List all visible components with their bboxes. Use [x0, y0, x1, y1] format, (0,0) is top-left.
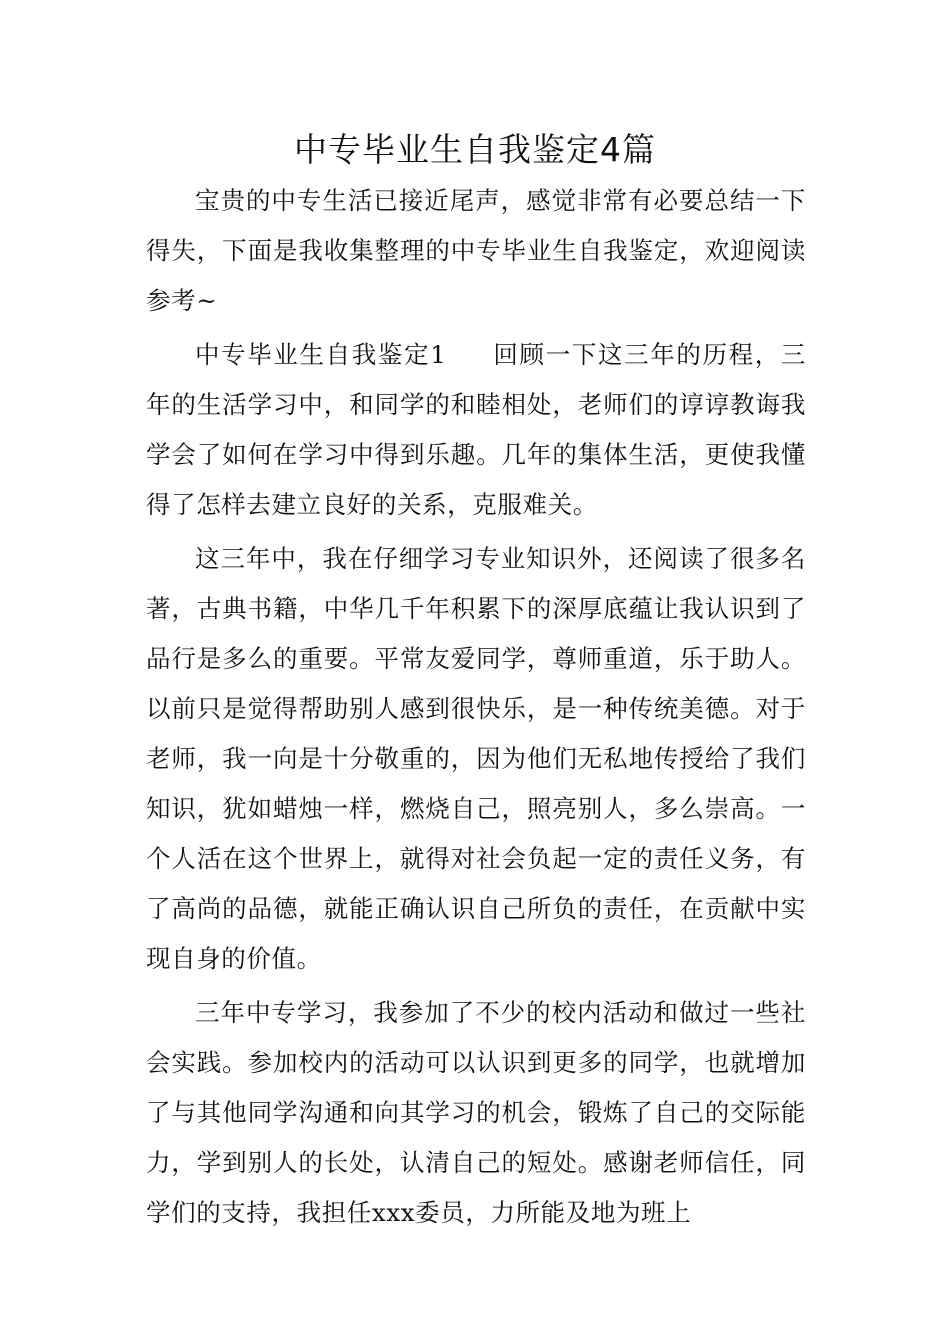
paragraph-text: 回顾一下这三年的历程，三年的生活学习中，和同学的和睦相处，老师们的谆谆教诲我学会了如何在学习中得到乐趣。几年的集体生活，更使我懂得了怎样去建立良好的关系，克服难关。: [146, 340, 806, 519]
paragraph-text: 这三年中，我在仔细学习专业知识外，还阅读了很多名著，古典书籍，中华几千年积累下的深厚底蕴让我认识到了品行是多么的重要。平常友爱同学，尊师重道，乐于助人。以前只是觉得帮助别人感到很快乐，是一种传统美德。对于老师，我一向是十分敬重的，因为他们无私地传授给了我们知识，犹如蜡烛一样，燃烧自己，照亮别人，多么崇高。一个人活在这个世界上，就得对社会负起一定的责任义务，有了高尚的品德，就能正确认识自己所负的责任，在贡献中实现自身的价值。: [146, 544, 806, 973]
document-body: [146, 176, 806, 1242]
intro-paragraph: [146, 176, 806, 326]
paragraph-text: 三年中专学习，我参加了不少的校内活动和做过一些社会实践。参加校内的活动可以认识到更多的同学，也就增加了与其他同学沟通和向其学习的机会，锻炼了自己的交际能力，学到别人的长处，认清自己的短处。感谢老师信任，同学们的支持，我担任xxx委员，力所能及地为班上: [146, 998, 806, 1227]
section-1-paragraph: [146, 330, 806, 530]
paragraph-text: 宝贵的中专生活已接近尾声，感觉非常有必要总结一下得失，下面是我收集整理的中专毕业生自我鉴定，欢迎阅读参考~: [146, 186, 806, 315]
document-title: 中专毕业生自我鉴定4篇: [294, 130, 656, 169]
body-paragraph: [146, 988, 806, 1238]
section-heading: 中专毕业生自我鉴定1: [195, 340, 447, 369]
body-paragraph: [146, 534, 806, 984]
